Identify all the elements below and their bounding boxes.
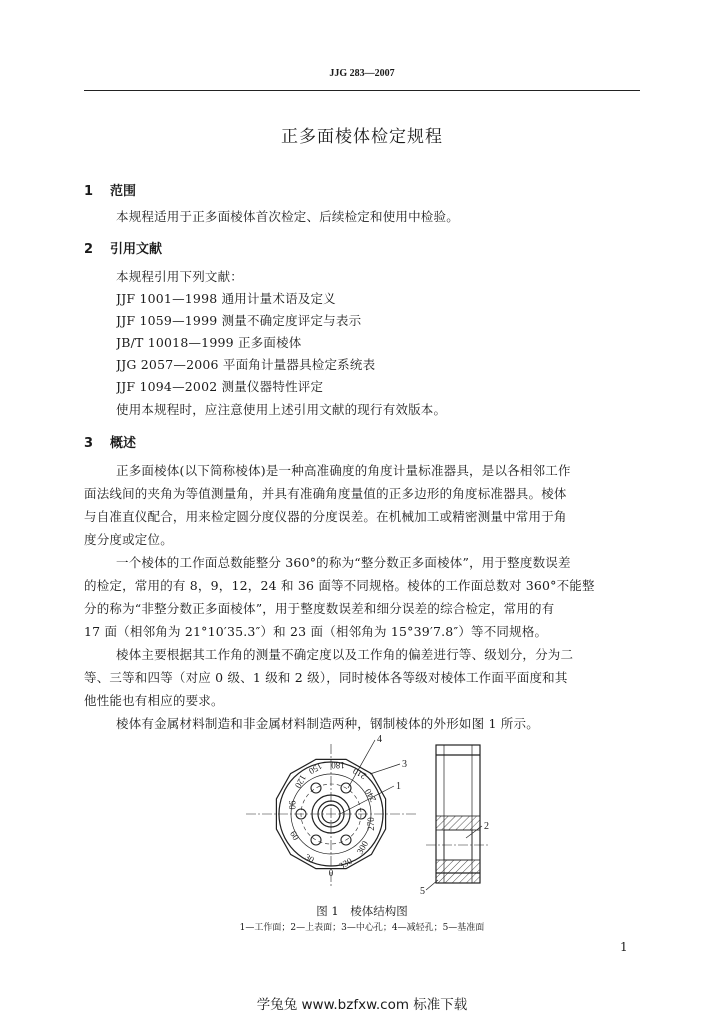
- paragraph-line: 使用本规程时，应注意使用上述引用文献的现行有效版本。: [116, 402, 447, 417]
- section-title: 范围: [110, 184, 137, 199]
- paragraph-line: 等、三等和四等（对应 0 级、1 级和 2 级），同时棱体各等级对棱体工作面平面度和其: [84, 670, 568, 685]
- page-number: 1: [620, 940, 628, 954]
- callout-number: 1: [396, 781, 401, 792]
- callout-number: 5: [420, 886, 425, 897]
- scale-label: 240: [362, 787, 379, 804]
- reference-item: JJF 1001—1998 通用计量术语及定义: [116, 291, 336, 306]
- reference-item: JJF 1094—2002 测量仪器特性评定: [116, 379, 324, 394]
- section-title: 概述: [110, 436, 137, 451]
- callout-number: 2: [484, 821, 489, 832]
- paragraph-line: 本规程引用下列文献：: [116, 269, 244, 284]
- scale-label: 60: [288, 829, 302, 842]
- document-code-header: JJG 283—2007: [329, 68, 395, 79]
- download-site-footer: 学兔兔 www.bzfxw.com 标准下载: [256, 997, 468, 1013]
- paragraph-line: 分的称为“非整分数正多面棱体”，用于整度数误差和细分误差的综合检定，常用的有: [84, 601, 555, 616]
- paragraph-line: 正多面棱体(以下简称棱体)是一种高准确度的角度计量标准器具，是以各相邻工作: [116, 463, 571, 478]
- paragraph-line: 棱体主要根据其工作角的测量不确定度以及工作角的偏差进行等、级划分，分为二: [116, 647, 574, 662]
- paragraph-line: 一个棱体的工作面总数能整分 360°的称为“整分数正多面棱体”，用于整度数误差: [116, 555, 571, 570]
- scale-label: 180: [331, 760, 345, 770]
- section-number: 1: [84, 184, 94, 199]
- callout-number: 4: [377, 734, 382, 745]
- paragraph-line: 本规程适用于正多面棱体首次检定、后续检定和使用中检验。: [116, 209, 459, 224]
- section-title: 引用文献: [110, 242, 163, 257]
- document-title: 正多面棱体检定规程: [281, 127, 443, 147]
- scale-label: 210: [351, 765, 368, 782]
- figure-1-prism-drawing: [230, 730, 510, 900]
- paragraph-line: 的检定，常用的有 8，9，12，24 和 36 面等不同规格。棱体的工作面总数对 360°不能整: [84, 578, 595, 593]
- scale-label: 120: [292, 773, 309, 790]
- reference-item: JJG 2057—2006 平面角计量器具检定系统表: [116, 357, 376, 372]
- section-2-heading: [84, 238, 162, 257]
- paragraph-line: 17 面（相邻角为 21°10′35.3″）和 23 面（相邻角为 15°39′7.8″）等不同规格。: [84, 624, 548, 639]
- scale-label: 90: [287, 800, 297, 810]
- paragraph-line: 棱体有金属材料制造和非金属材料制造两种，钢制棱体的外形如图 1 所示。: [116, 716, 539, 731]
- section-1-heading: [84, 180, 136, 199]
- section-hatch-lower: [436, 860, 480, 883]
- paragraph-line: 度分度或定位。: [84, 532, 173, 547]
- reference-item: JB/T 10018—1999 正多面棱体: [116, 335, 302, 350]
- section-number: 2: [84, 242, 94, 257]
- scale-label: 300: [354, 839, 371, 856]
- paragraph-line: 与自准直仪配合，用来检定圆分度仪器的分度误差。在机械加工或精密测量中常用于角: [84, 509, 567, 524]
- figure-legend: 1—工作面；2—上表面；3—中心孔；4—减轻孔；5—基准面: [239, 923, 485, 933]
- scale-label: 330: [337, 855, 354, 872]
- scale-label: 270: [366, 817, 376, 831]
- figure-caption: 图 1 棱体结构图: [316, 904, 408, 918]
- scale-label: 150: [307, 760, 324, 777]
- paragraph-line: 他性能也有相应的要求。: [84, 693, 224, 708]
- reference-item: JJF 1059—1999 测量不确定度评定与表示: [116, 313, 362, 328]
- section-3-heading: [84, 432, 136, 451]
- callout-number: 3: [402, 759, 407, 770]
- prism-structure-diagram: [230, 730, 510, 900]
- header-rule: [84, 90, 640, 91]
- paragraph-line: 面法线间的夹角为等值测量角，并具有准确角度量值的正多边形的角度标准器具。棱体: [84, 486, 567, 501]
- scale-label: 30: [303, 851, 316, 865]
- scale-label: 0: [328, 868, 334, 878]
- section-hatch-upper: [436, 816, 480, 830]
- section-number: 3: [84, 436, 94, 451]
